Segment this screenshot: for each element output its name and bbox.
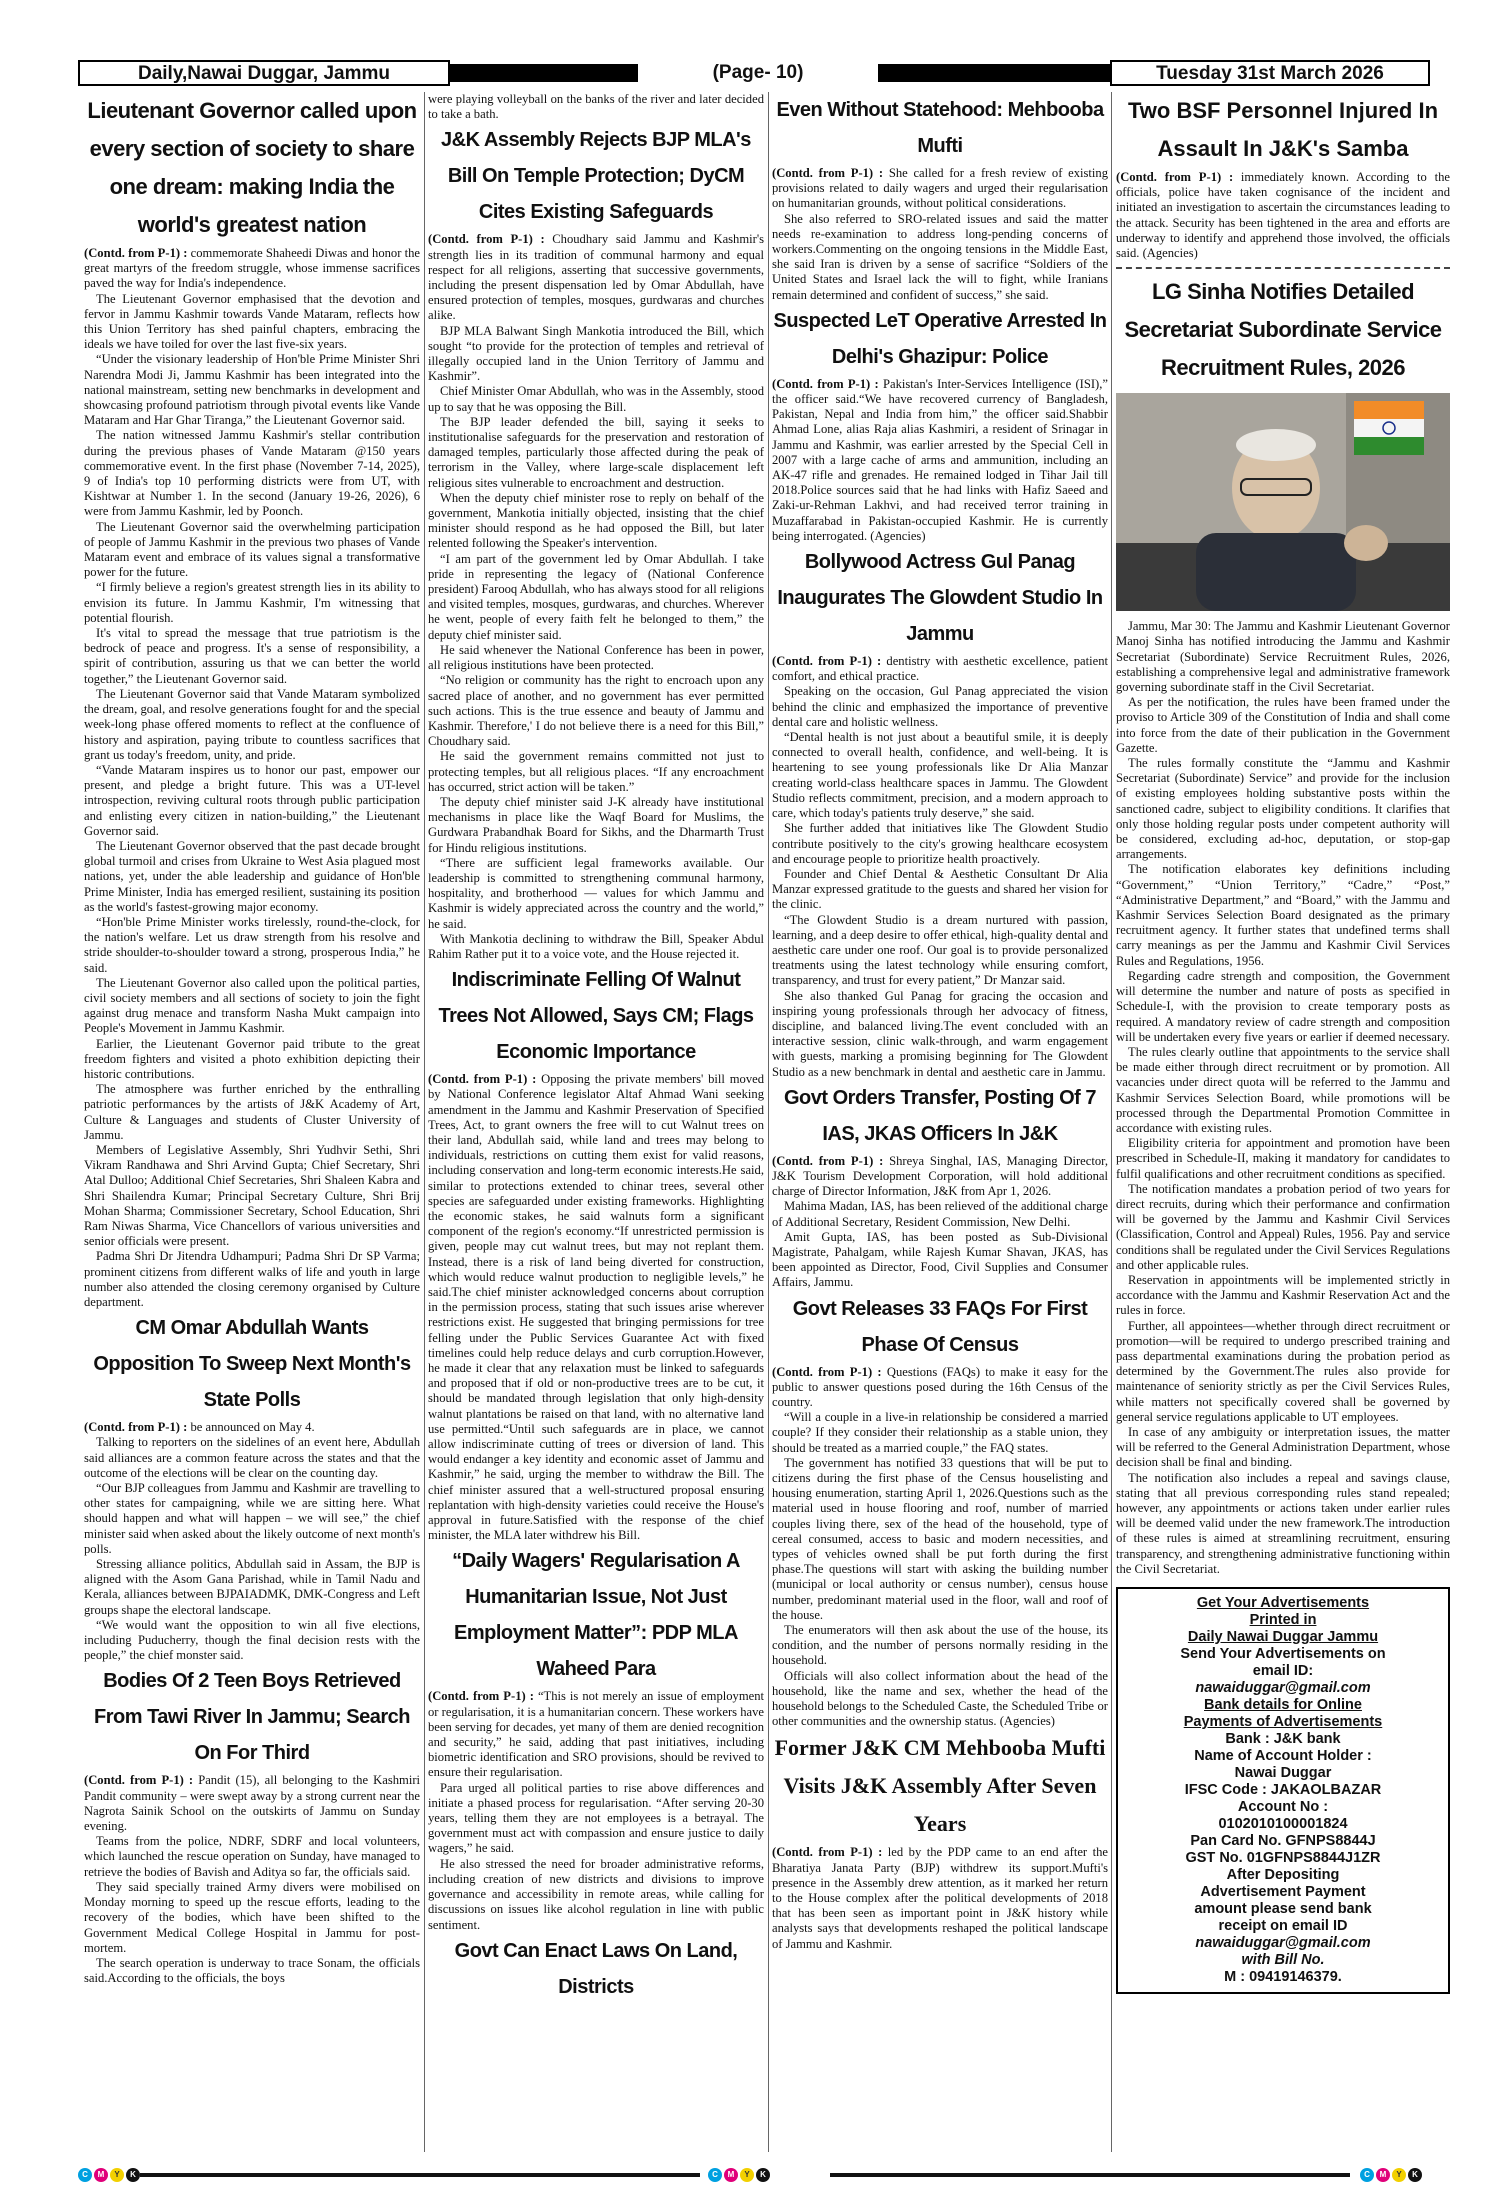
ad-line: email ID:	[1252, 1663, 1314, 1680]
key-dot-icon: K	[756, 2168, 770, 2182]
cmyk-marks-right	[1360, 2168, 1422, 2182]
article-text: Teams from the police, NDRF, SDRF and local volunteers, which launched the rescue operation on Sunday, have managed to retrieve the bodies of Bavish and Aditya so far, the officials said.	[84, 1834, 420, 1879]
article-text: When the deputy chief minister rose to reply on behalf of the government, Mankotia initially objected, insisting that the chief minister should respond as he had opposed the Bill, but later relented following the Speaker's intervention.	[428, 490, 764, 551]
article-text: “Dental health is not just about a beautiful smile, it is deeply connected to overall health, confidence, and well-being. It is heartening to see young professionals like Dr Alia Manzar creating world-class healthcare spaces in Jammu. The Glowdent Studio reflects commitment, precision, and a modern approach to care, which today's patients truly deserve,” she said.	[772, 730, 1108, 821]
article-text: Mahima Madan, IAS, has been relieved of the additional charge of Additional Secretary, Resident Commission, New Delhi.	[772, 1199, 1108, 1229]
headline: Former J&K CM Mehbooba Mufti Visits J&K Assembly After Seven Years	[774, 1735, 1106, 1837]
headline: Bollywood Actress Gul Panag Inaugurates The Glowdent Studio In Jammu	[777, 551, 1103, 646]
article-text: (Contd. from P-1) : Opposing the private members' bill moved by National Conference legislator Altaf Ahmad Wani seeking amendment in the Jammu and Kashmir Preservation of Specified Trees, Act, to grant owners the free will to cut Walnut trees on their land, Abdullah said, while land and trees may belong to individuals, restrictions on cutting them exist for valid reasons, including conservation and long-term economic interests.He said, similar to protections extended to chinar trees, several other species are safeguarded under existing frameworks. Highlighting the economic stakes, he said walnuts form a significant component of the region's economy.“If unrestricted permission is given, people may cut walnut trees, but may not replant them. Instead, there is a risk of land being diverted for construction, which would reduce walnut production to negligible levels,” he said.The chief minister acknowledged concerns about corruption in the permission process, stating that such issues arise wherever restrictions exist. He suggested that bringing permissions for tree felling under the Public Services Guarantee Act with fixed timelines could help reduce delays and curb corruption.However, he made it clear that any relaxation must be linked to safeguards and proposed that if old or non-productive trees are to be cut, it should be mandated through legislation that only high-density walnut plantations be raised on that land, with no alternative land use permitted.“Until such safeguards are in place, we cannot allow indiscriminate cutting of trees or diversion of land. This would endanger a key identity and economic asset of Jammu and Kashmir,” he said, urging the member to withdraw the Bill. The chief minister assured that a well-structured proposal ensuring replantation with high-density varieties could receive the House's approval in future.Satisfied with the response of the chief minister, the MLA later withdrew his Bill.	[428, 1072, 764, 1543]
article-text: (Contd. from P-1) : led by the PDP came to an end after the Bharatiya Janata Party (BJP) withdrew its support.Mufti's presence in the Assembly drew attention, as it marked her return to the House complex after the political developments of 2018 that has been seen as important point in J&K history while analysts says that developments reshaped the political landscape of Jammu and Kashmir.	[772, 1845, 1108, 1951]
column-3	[772, 92, 1108, 2152]
article-text: The rules formally constitute the “Jammu and Kashmir Secretariat (Subordinate) Service” and provide for the inclusion of existing employees holding substantive posts within the sanctioned cadre, subject to eligibility conditions. It clarifies that only those holding regular posts under competent authority will be considered, excluding ad-hoc, deputation, or stop-gap arrangements.	[1116, 756, 1450, 862]
article-text: Members of Legislative Assembly, Shri Yudhvir Sethi, Shri Vikram Randhawa and Shri Arvind Gupta; Chief Secretary, Shri Atal Dulloo; Additional Chief Secretaries, Shri Shaleen Kabra and Shri Shailendra Kumar; Principal Secretary Culture, Shri Brij Mohan Sharma; Commissioner Secretary, School Education, Shri Ram Niwas Sharma, Vice Chancellors of various universities and senior officials were present.	[84, 1142, 420, 1249]
headline: Lieutenant Governor called upon every section of society to share one dream: making India the world's greatest nation	[87, 98, 417, 237]
headline: Govt Orders Transfer, Posting Of 7 IAS, JKAS Officers In J&K	[784, 1086, 1096, 1145]
article-text: Further, all appointees—whether through direct recruitment or promotion—will be required to undergo prescribed training and pass departmental examinations during the probation period as determined by the Government.The rules also provide for maintenance of seniority strictly as per the Civil Services Rules, while matters not specifically covered shall be governed by general service regulations applicable to UT employees.	[1116, 1318, 1450, 1424]
masthead-bar-left	[450, 64, 638, 82]
article-text: She also thanked Gul Panag for gracing the occasion and inspiring young professionals through her advocacy of fitness, discipline, and balanced living.The event concluded with an interactive session, clinic walk-through, and warm engagement with guests, marking a promising beginning for The Glowdent Studio as a new benchmark in dental and aesthetic care in Jammu.	[772, 988, 1108, 1079]
article-text: The deputy chief minister said J-K already have institutional mechanisms in place like the Waqf Board for Muslims, the Gurdwara Prabandhak Board for Sikhs, and the Dharmarth Trust for Hindu religious institutions.	[428, 794, 764, 855]
article-text: She further added that initiatives like The Glowdent Studio contribute positively to the city's growing healthcare ecosystem and encourage people to prioritize health proactively.	[772, 821, 1108, 866]
column-rule	[768, 92, 769, 2152]
masthead-bar-right	[878, 64, 1110, 82]
article-text: Padma Shri Dr Jitendra Udhampuri; Padma Shri Dr SP Varma; prominent citizens from different walks of life and youth in large number also attended the closing ceremony organised by Culture department.	[84, 1249, 420, 1310]
headline: CM Omar Abdullah Wants Opposition To Sweep Next Month's State Polls	[93, 1317, 411, 1412]
ad-line: Name of Account Holder :	[1194, 1748, 1372, 1765]
contd-label: (Contd. from P-1) :	[772, 1845, 883, 1860]
contd-label: (Contd. from P-1) :	[84, 246, 188, 260]
contd-label: (Contd. from P-1) :	[84, 1420, 188, 1435]
headline: “Daily Wagers' Regularisation A Humanitarian Issue, Not Just Employment Matter”: PDP MLA Waheed Para	[452, 1550, 740, 1681]
contd-label: (Contd. from P-1) :	[84, 1773, 194, 1788]
article-text: (Contd. from P-1) : Pandit (15), all belonging to the Kashmiri Pandit community – were swept away by a strong current near the Nagrota Sainik School on the outskirts of Jammu on Sunday evening.	[84, 1773, 420, 1834]
article-text: “Will a couple in a live-in relationship be considered a married couple? If they consider their relationship as a stable union, they should be treated as a married couple,” the FAQ states.	[772, 1410, 1108, 1455]
ad-line: Account No :	[1237, 1799, 1329, 1816]
article-text: “We would want the opposition to win all five elections, including Puducherry, though the final decision rests with the people,” the chief monster said.	[84, 1617, 420, 1663]
headline: Even Without Statehood: Mehbooba Mufti	[776, 99, 1104, 157]
ad-line: Advertisement Payment	[1200, 1884, 1366, 1901]
contd-label: (Contd. from P-1) :	[772, 166, 884, 180]
yellow-dot-icon: Y	[110, 2168, 124, 2182]
cyan-dot-icon: C	[708, 2168, 722, 2182]
ad-phone: M : 09419146379.	[1224, 1969, 1342, 1986]
column-1	[84, 92, 420, 2152]
article-text: The Lieutenant Governor emphasised that the devotion and fervor in Jammu Kashmir towards Vande Mataram, reflects how this Union Territory has shed painful chapters, embracing the ideals we have toiled for over the last five-six years.	[84, 291, 420, 352]
column-rule	[424, 92, 425, 2152]
contd-label: (Contd. from P-1) :	[772, 376, 879, 391]
headline: J&K Assembly Rejects BJP MLA's Bill On Temple Protection; DyCM Cites Existing Safeguards	[441, 129, 751, 224]
article-text: He said whenever the National Conference has been in power, all religious institutions have been protected.	[428, 642, 764, 673]
ad-line: Send Your Advertisements on	[1180, 1646, 1386, 1663]
article-text: Officials will also collect information about the head of the household, like the name and sex, whether the head of the household belongs to the Scheduled Caste, the Scheduled Tribe or other communities and the ownership status. (Agencies)	[772, 1668, 1108, 1729]
contd-label: (Contd. from P-1) :	[772, 1364, 882, 1379]
ad-email[interactable]: nawaiduggar@gmail.com	[1195, 1935, 1371, 1952]
article-text: (Contd. from P-1) : be announced on May 4.	[84, 1420, 315, 1435]
flag-icon	[1354, 401, 1424, 455]
ad-line: Payments of Advertisements	[1183, 1714, 1383, 1731]
contd-label: (Contd. from P-1) :	[428, 1689, 534, 1704]
cmyk-marks-center	[708, 2168, 770, 2182]
article-text: The enumerators will then ask about the use of the house, its condition, and the number of persons normally residing in the household.	[772, 1623, 1108, 1668]
portrait-image	[1116, 393, 1450, 611]
article-text: (Contd. from P-1) : Choudhary said Jammu and Kashmir's strength lies in its tradition of communal harmony and equal respect for all religions, asserting that successive governments, including the present dispensation led by Omar Abdullah, have ensured protection of temples, mosques, gurdwaras and churches alike.	[428, 232, 764, 323]
ad-line: Get Your Advertisements	[1196, 1595, 1370, 1612]
article-text: The rules clearly outline that appointments to the service shall be made either through direct recruitment or by promotion. All vacancies under direct quota will be referred to the Jammu and Kashmir Services Selection Board, while promotions will be processed through the Departmental Promotion Committee in accordance with existing rules.	[1116, 1044, 1450, 1135]
article-text: The notification elaborates key definitions including “Government,” “Union Territory,” “Cadre,” “Post,” “Administrative Department,” and “Board,” with the Jammu and Kashmir Services Selection Board designated as the primary recruitment agency. It further states that undefined terms shall carry meanings as per the Jammu and Kashmir Civil Services Rules and Regulations, 1956.	[1116, 862, 1450, 968]
article-text: Jammu, Mar 30: The Jammu and Kashmir Lieutenant Governor Manoj Sinha has notified introducing the Jammu and Kashmir Secretariat (Subordinate) Service Recruitment Rules, 2026, establishing a comprehensive legal and administrative framework governing subordinate staff in the Civil Secretariat.	[1116, 619, 1450, 695]
article-text: Para urged all political parties to rise above differences and initiate a phased process for regularisation. “After serving 20-30 years, telling them they are not employees is a betrayal. The government must act with compassion and ensure justice to daily wagers,” he said.	[428, 1780, 764, 1856]
advertisement-box	[1116, 1587, 1450, 1994]
paper-name: Daily,Nawai Duggar, Jammu	[78, 60, 450, 86]
article-text: (Contd. from P-1) : Pakistan's Inter-Services Intelligence (ISI),” the officer said.“We have recovered currency of Bangladesh, Pakistan, Nepal and India from him,” the officer said.Shabbir Ahmad Lone, alias Raja alias Kashmiri, a resident of Srinagar in Jammu and Kashmir, was earlier arrested by the Special Cell in 2007 with a large cache of arms and ammunition, including an AK-47 rifle and grenades. He remained lodged in Tihar Jail till 2018.Police sources said that he had links with Hafiz Saeed and Zaki-ur-Rehman Lakhvi, and had received terror training in Muzaffarabad in Pakistan-occupied Kashmir. He is currently being interrogated. (Agencies)	[772, 376, 1108, 543]
magenta-dot-icon: M	[94, 2168, 108, 2182]
article-text: The Lieutenant Governor also called upon the political parties, civil society members and all sections of society to join the fight against drug menace and transform Nasha Mukt campaign into People's Movement in Jammu Kashmir.	[84, 975, 420, 1036]
article-text: “There are sufficient legal frameworks available. Our leadership is committed to strengthening communal harmony, hospitality, and brotherhood — values for which Jammu and Kashmir is widely appreciated across the country and the world,” he said.	[428, 855, 764, 931]
article-text: “Vande Mataram inspires us to honor our past, empower our present, and pledge a bright future. This was a UT-level introspection, reviving cultural roots through public participation and enlisting every citizen in nation-building,” the Lieutenant Governor said.	[84, 762, 420, 838]
article-text: (Contd. from P-1) : She called for a fresh review of existing provisions related to daily wagers and urged their regularisation on humanitarian grounds, without political considerations.	[772, 166, 1108, 211]
headline: Indiscriminate Felling Of Walnut Trees Not Allowed, Says CM; Flags Economic Importance	[438, 969, 754, 1064]
cyan-dot-icon: C	[78, 2168, 92, 2182]
article-text: The notification also includes a repeal and savings clause, stating that all previous corresponding rules stand repealed; however, any appointments or actions taken under earlier rules will be deemed valid under the new framework.The introduction of these rules is aimed at streamlining recruitment, ensuring transparency, and strengthening administrative functioning within the Civil Secretariat.	[1116, 1470, 1450, 1576]
article-text: As per the notification, the rules have been framed under the proviso to Article 309 of the Constitution of India and shall come into force from the date of their publication in the Government Gazette.	[1116, 695, 1450, 755]
article-text: “I am part of the government led by Omar Abdullah. I take pride in representing the legacy of (National Conference president) Farooq Abdullah, who has always stood for all religions and visited temples, mosques, gurdwaras, and churches. Wherever he went, people of every faith felt he belonged to them,” the deputy chief minister said.	[428, 551, 764, 642]
article-text: Regarding cadre strength and composition, the Government will determine the number and nature of posts as specified in Schedule-I, with the provision to create temporary posts as required. A mandatory review of cadre strength and composition will be undertaken every five years or earlier if deemed necessary.	[1116, 968, 1450, 1044]
article-text: were playing volleyball on the banks of the river and later decided to take a bath.	[428, 92, 764, 122]
article-text: They said specially trained Army divers were mobilised on Monday morning to speed up the rescue efforts, leading to the recovery of the bodies, which have been shifted to the Government Medical College Hospital in Jammu for post-mortem.	[84, 1879, 420, 1955]
ad-line: Daily Nawai Duggar Jammu	[1187, 1629, 1379, 1646]
contd-label: (Contd. from P-1) :	[428, 1072, 537, 1087]
article-text: Reservation in appointments will be implemented strictly in accordance with the Jammu and Kashmir Reservation Act and the rules in force.	[1116, 1272, 1450, 1318]
contd-label: (Contd. from P-1) :	[428, 232, 545, 247]
contd-label: (Contd. from P-1) :	[772, 1153, 884, 1168]
article-text: Eligibility criteria for appointment and promotion have been prescribed in Schedule-II, making it mandatory for candidates to fulfil qualifications and other recruitment conditions as specified.	[1116, 1136, 1450, 1181]
article-text: BJP MLA Balwant Singh Mankotia introduced the Bill, which sought “to provide for the protection of temples and retrieval of illegally occupied land in the Union Territory of Jammu and Kashmir”.	[428, 323, 764, 384]
article-text: He also stressed the need for broader administrative reforms, including creation of new districts and divisions to improve governance and accessibility in remote areas, while calling for discussions on issues like alcohol regulation in line with public sentiment.	[428, 1856, 764, 1932]
contd-label: (Contd. from P-1) :	[772, 654, 882, 669]
issue-date: Tuesday 31st March 2026	[1110, 60, 1430, 86]
ad-email[interactable]: nawaiduggar@gmail.com	[1195, 1680, 1371, 1697]
article-text: The search operation is underway to trace Sonam, the officials said.According to the officials, the boys	[84, 1955, 420, 1986]
cyan-dot-icon: C	[1360, 2168, 1374, 2182]
ad-line: Bank : J&K bank	[1225, 1731, 1341, 1748]
column-rule	[1111, 92, 1112, 2152]
lg-photo	[1116, 393, 1450, 611]
page-number: (Page- 10)	[638, 60, 878, 86]
article-text: With Mankotia declining to withdraw the Bill, Speaker Abdul Rahim Rather put it to a voice vote, and the House rejected it.	[428, 931, 764, 961]
article-text: Stressing alliance politics, Abdullah said in Assam, the BJP is aligned with the Asom Gana Parishad, while in Tamil Nadu and Kerala, alliances between BJPAIADMK, DMK-Congress and Left groups shape the electoral landscape.	[84, 1557, 420, 1617]
article-text: She also referred to SRO-related issues and said the matter needs re-examination to address long-pending concerns of workers.Commenting on the ongoing tensions in the Middle East, she said Iran is driven by a sense of sacrifice “Soldiers of the United States and Israel lack the will to fight, while Iranians remain determined and confident of success,” she said.	[772, 211, 1108, 302]
article-text: “Hon'ble Prime Minister works tirelessly, round-the-clock, for the nation's welfare. Let us draw strength from his resolve and stride shoulder-to-shoulder toward a strong, prosperous India,” he said.	[84, 914, 420, 975]
article-text: Earlier, the Lieutenant Governor paid tribute to the great freedom fighters and visited a photo exhibition depicting their historic contributions.	[84, 1036, 420, 1081]
key-dot-icon: K	[1408, 2168, 1422, 2182]
column-2	[428, 92, 764, 2152]
article-text: The Lieutenant Governor said that Vande Mataram symbolized the dream, goal, and resolve generations fought for and the special week-long phase offered moments to reflect at the confluence of history and aspiration, paying tribute to countless sacrifices that grant us today's freedom, unity, and pride.	[84, 686, 420, 762]
headline: Bodies Of 2 Teen Boys Retrieved From Tawi River In Jammu; Search On For Third	[94, 1670, 410, 1765]
ad-line: with Bill No.	[1241, 1952, 1325, 1969]
masthead	[78, 60, 1430, 88]
article-text: Speaking on the occasion, Gul Panag appreciated the vision behind the clinic and emphasized the importance of preventive dental care and holistic wellness.	[772, 684, 1108, 729]
dashed-divider	[1116, 267, 1450, 269]
ad-line: 0102010100001824	[1218, 1816, 1348, 1833]
registration-bar	[140, 2173, 700, 2177]
article-text: “Under the visionary leadership of Hon'ble Prime Minister Shri Narendra Modi Ji, Jammu Kashmir has been integrated into the national mainstream, setting new benchmarks in development and showcasing profound patriotism through pivotal events like Vande Mataram and Har Ghar Tiranga,” the Lieutenant Governor said.	[84, 352, 420, 428]
article-text: (Contd. from P-1) : dentistry with aesthetic excellence, patient comfort, and ethical practice.	[772, 654, 1108, 684]
article-text: (Contd. from P-1) : immediately known. According to the officials, police have taken cognisance of the incident and initiated an investigation to ascertain the circumstances leading to the attack. Security has been tightened in the area and efforts are underway to identify and apprehend those involved, the officials said. (Agencies)	[1116, 170, 1450, 261]
yellow-dot-icon: Y	[1392, 2168, 1406, 2182]
ad-line: Bank details for Online	[1204, 1697, 1362, 1714]
ad-line: receipt on email ID	[1218, 1918, 1348, 1935]
article-text: The BJP leader defended the bill, saying it seeks to institutionalise safeguards for the preservation and restoration of damaged temples, particularly those affected during the peak of terrorism in the Valley, where large-scale displacement left religious sites vulnerable to encroachment and destruction.	[428, 414, 764, 490]
column-4	[1116, 92, 1450, 2152]
article-text: “No religion or community has the right to encroach upon any sacred place of another, and no government has ever permitted such actions. This is the true essence and beauty of Jammu and Kashmir. Therefore,' I do not believe there is a need for this Bill,” Choudhary said.	[428, 673, 764, 749]
article-text: “I firmly believe a region's greatest strength lies in its ability to envision its future. In Jammu Kashmir, I'm witnessing that potential flourish.	[84, 580, 420, 625]
magenta-dot-icon: M	[724, 2168, 738, 2182]
article-text: In case of any ambiguity or interpretation issues, the matter will be referred to the General Administration Department, whose decision shall be final and binding.	[1116, 1424, 1450, 1470]
article-text: (Contd. from P-1) : Shreya Singhal, IAS, Managing Director, J&K Tourism Development Corporation, will hold additional charge of Director Information, J&K from Apr 1, 2026.	[772, 1153, 1108, 1199]
magenta-dot-icon: M	[1376, 2168, 1390, 2182]
ad-line: After Depositing	[1226, 1867, 1340, 1884]
article-text: He said the government remains committed not just to protecting temples, but all religious places. “If any encroachment has occurred, strict action will be taken.”	[428, 749, 764, 794]
article-text: Chief Minister Omar Abdullah, who was in the Assembly, stood up to say that he was opposing the Bill.	[428, 384, 764, 414]
article-text: “The Glowdent Studio is a dream nurtured with passion, learning, and a deep desire to offer ethical, high-quality dental and aesthetic care under one roof. Our goal is to provide personalized treatments using the latest technology while ensuring comfort, transparency, and trust for every patient,” Dr Manzar said.	[772, 912, 1108, 988]
key-dot-icon: K	[126, 2168, 140, 2182]
article-text: The Lieutenant Governor said the overwhelming participation of people of Jammu Kashmir in the previous two phases of Vande Mataram event and embrace of its values signal a transformative power for the future.	[84, 519, 420, 580]
article-text: The notification mandates a probation period of two years for direct recruits, during which their performance and confirmation will be governed by the Jammu and Kashmir Civil Services (Classification, Control and Appeal) Rules, 1956. Pay and service conditions shall be regulated under the Civil Services Regulations and other applicable rules.	[1116, 1181, 1450, 1272]
headline: LG Sinha Notifies Detailed Secretariat Subordinate Service Recruitment Rules, 2026	[1124, 279, 1442, 381]
article-text: Amit Gupta, IAS, has been posted as Sub-Divisional Magistrate, Pahalgam, while Rajesh Kumar Shavan, JKAS, has been appointed as Director, Food, Civil Supplies and Consumer Affairs, Jammu.	[772, 1229, 1108, 1290]
article-text: “Our BJP colleagues from Jammu and Kashmir are travelling to other states for campaigning, while we are sitting here. What should happen and what will happen – we will see,” the chief minister said when asked about the likely outcome of next month's polls.	[84, 1481, 420, 1556]
article-text: (Contd. from P-1) : Questions (FAQs) to make it easy for the public to answer questions posed during the 16th Census of the country.	[772, 1364, 1108, 1409]
headline: Govt Can Enact Laws On Land, Districts	[454, 1939, 738, 1998]
article-text: It's vital to spread the message that true patriotism is the bedrock of peace and progress. It's a sense of responsibility, a spirit of contribution, assuring us that we can better the world together,” the Lieutenant Governor said.	[84, 626, 420, 686]
registration-bar	[830, 2173, 1350, 2177]
ad-line: IFSC Code : JAKAOLBAZAR	[1184, 1782, 1382, 1799]
headline: Govt Releases 33 FAQs For First Phase Of Census	[792, 1297, 1088, 1356]
ad-line: Printed in	[1249, 1612, 1317, 1629]
article-text: (Contd. from P-1) : “This is not merely an issue of employment or regularisation, it is a humanitarian concern. These workers have been serving for decades, yet many of them are denied recognition and security,” he said, adding that past initiatives, including biometric identification and SRO provisions, should be revived to ensure their regularisation.	[428, 1689, 764, 1780]
article-text: The nation witnessed Jammu Kashmir's stellar contribution during the previous phases of Vande Mataram @150 years commemorative event. In the first phase (November 7-14, 2025), 9 of India's top 10 performing districts were from UT, with Kishtwar at Number 1. In the second (January 19-26, 2026), 6 were from Jammu Kashmir, led by Poonch.	[84, 428, 420, 519]
article-text: The Lieutenant Governor observed that the past decade brought global turmoil and crises from Ukraine to West Asia plagued most nations, yet, under the able leadership and guidance of Hon'ble Prime Minister, India has emerged resilient, sustaining its position as the world's fastest-growing major economy.	[84, 838, 420, 914]
ad-line: Pan Card No. GFNPS8844J	[1190, 1833, 1376, 1850]
ad-line: GST No. 01GFNPS8844J1ZR	[1185, 1850, 1381, 1867]
headline: Suspected LeT Operative Arrested In Delhi's Ghazipur: Police	[773, 309, 1107, 368]
article-text: Founder and Chief Dental & Aesthetic Consultant Dr Alia Manzar expressed gratitude to the guests and shared her vision for the clinic.	[772, 866, 1108, 912]
yellow-dot-icon: Y	[740, 2168, 754, 2182]
article-text: (Contd. from P-1) : commemorate Shaheedi Diwas and honor the great martyrs of the freedom struggle, whose immense sacrifices paved the way for India's independence.	[84, 246, 420, 291]
ad-line: Nawai Duggar	[1234, 1765, 1332, 1782]
cmyk-marks-left	[78, 2168, 140, 2182]
article-text: The government has notified 33 questions that will be put to citizens during the first phase of the Census houselisting and housing enumeration, starting April 1, 2026.Questions such as the material used in house flooring and roof, number of married couples living there, sex of the head of the household, type of cereal consumed, access to basic and modern necessities, and types of vehicles owned shall be put forth during the first phase.The questions will start with asking the building number (municipal or local authority or census number), census house number, predominant material used in the floor, wall and roof of the house.	[772, 1455, 1108, 1622]
ad-line: amount please send bank	[1194, 1901, 1372, 1918]
article-text: Talking to reporters on the sidelines of an event here, Abdullah said alliances are a common feature across the states and that the outcome of the elections will be clear on the counting day.	[84, 1435, 420, 1480]
article-text: The atmosphere was further enriched by the enthralling patriotic performances by the artists of J&K Academy of Art, Culture & Languages and students of Cluster University of Jammu.	[84, 1082, 420, 1142]
headline: Two BSF Personnel Injured In Assault In J&K's Samba	[1127, 98, 1439, 161]
contd-label: (Contd. from P-1) :	[1116, 170, 1234, 184]
